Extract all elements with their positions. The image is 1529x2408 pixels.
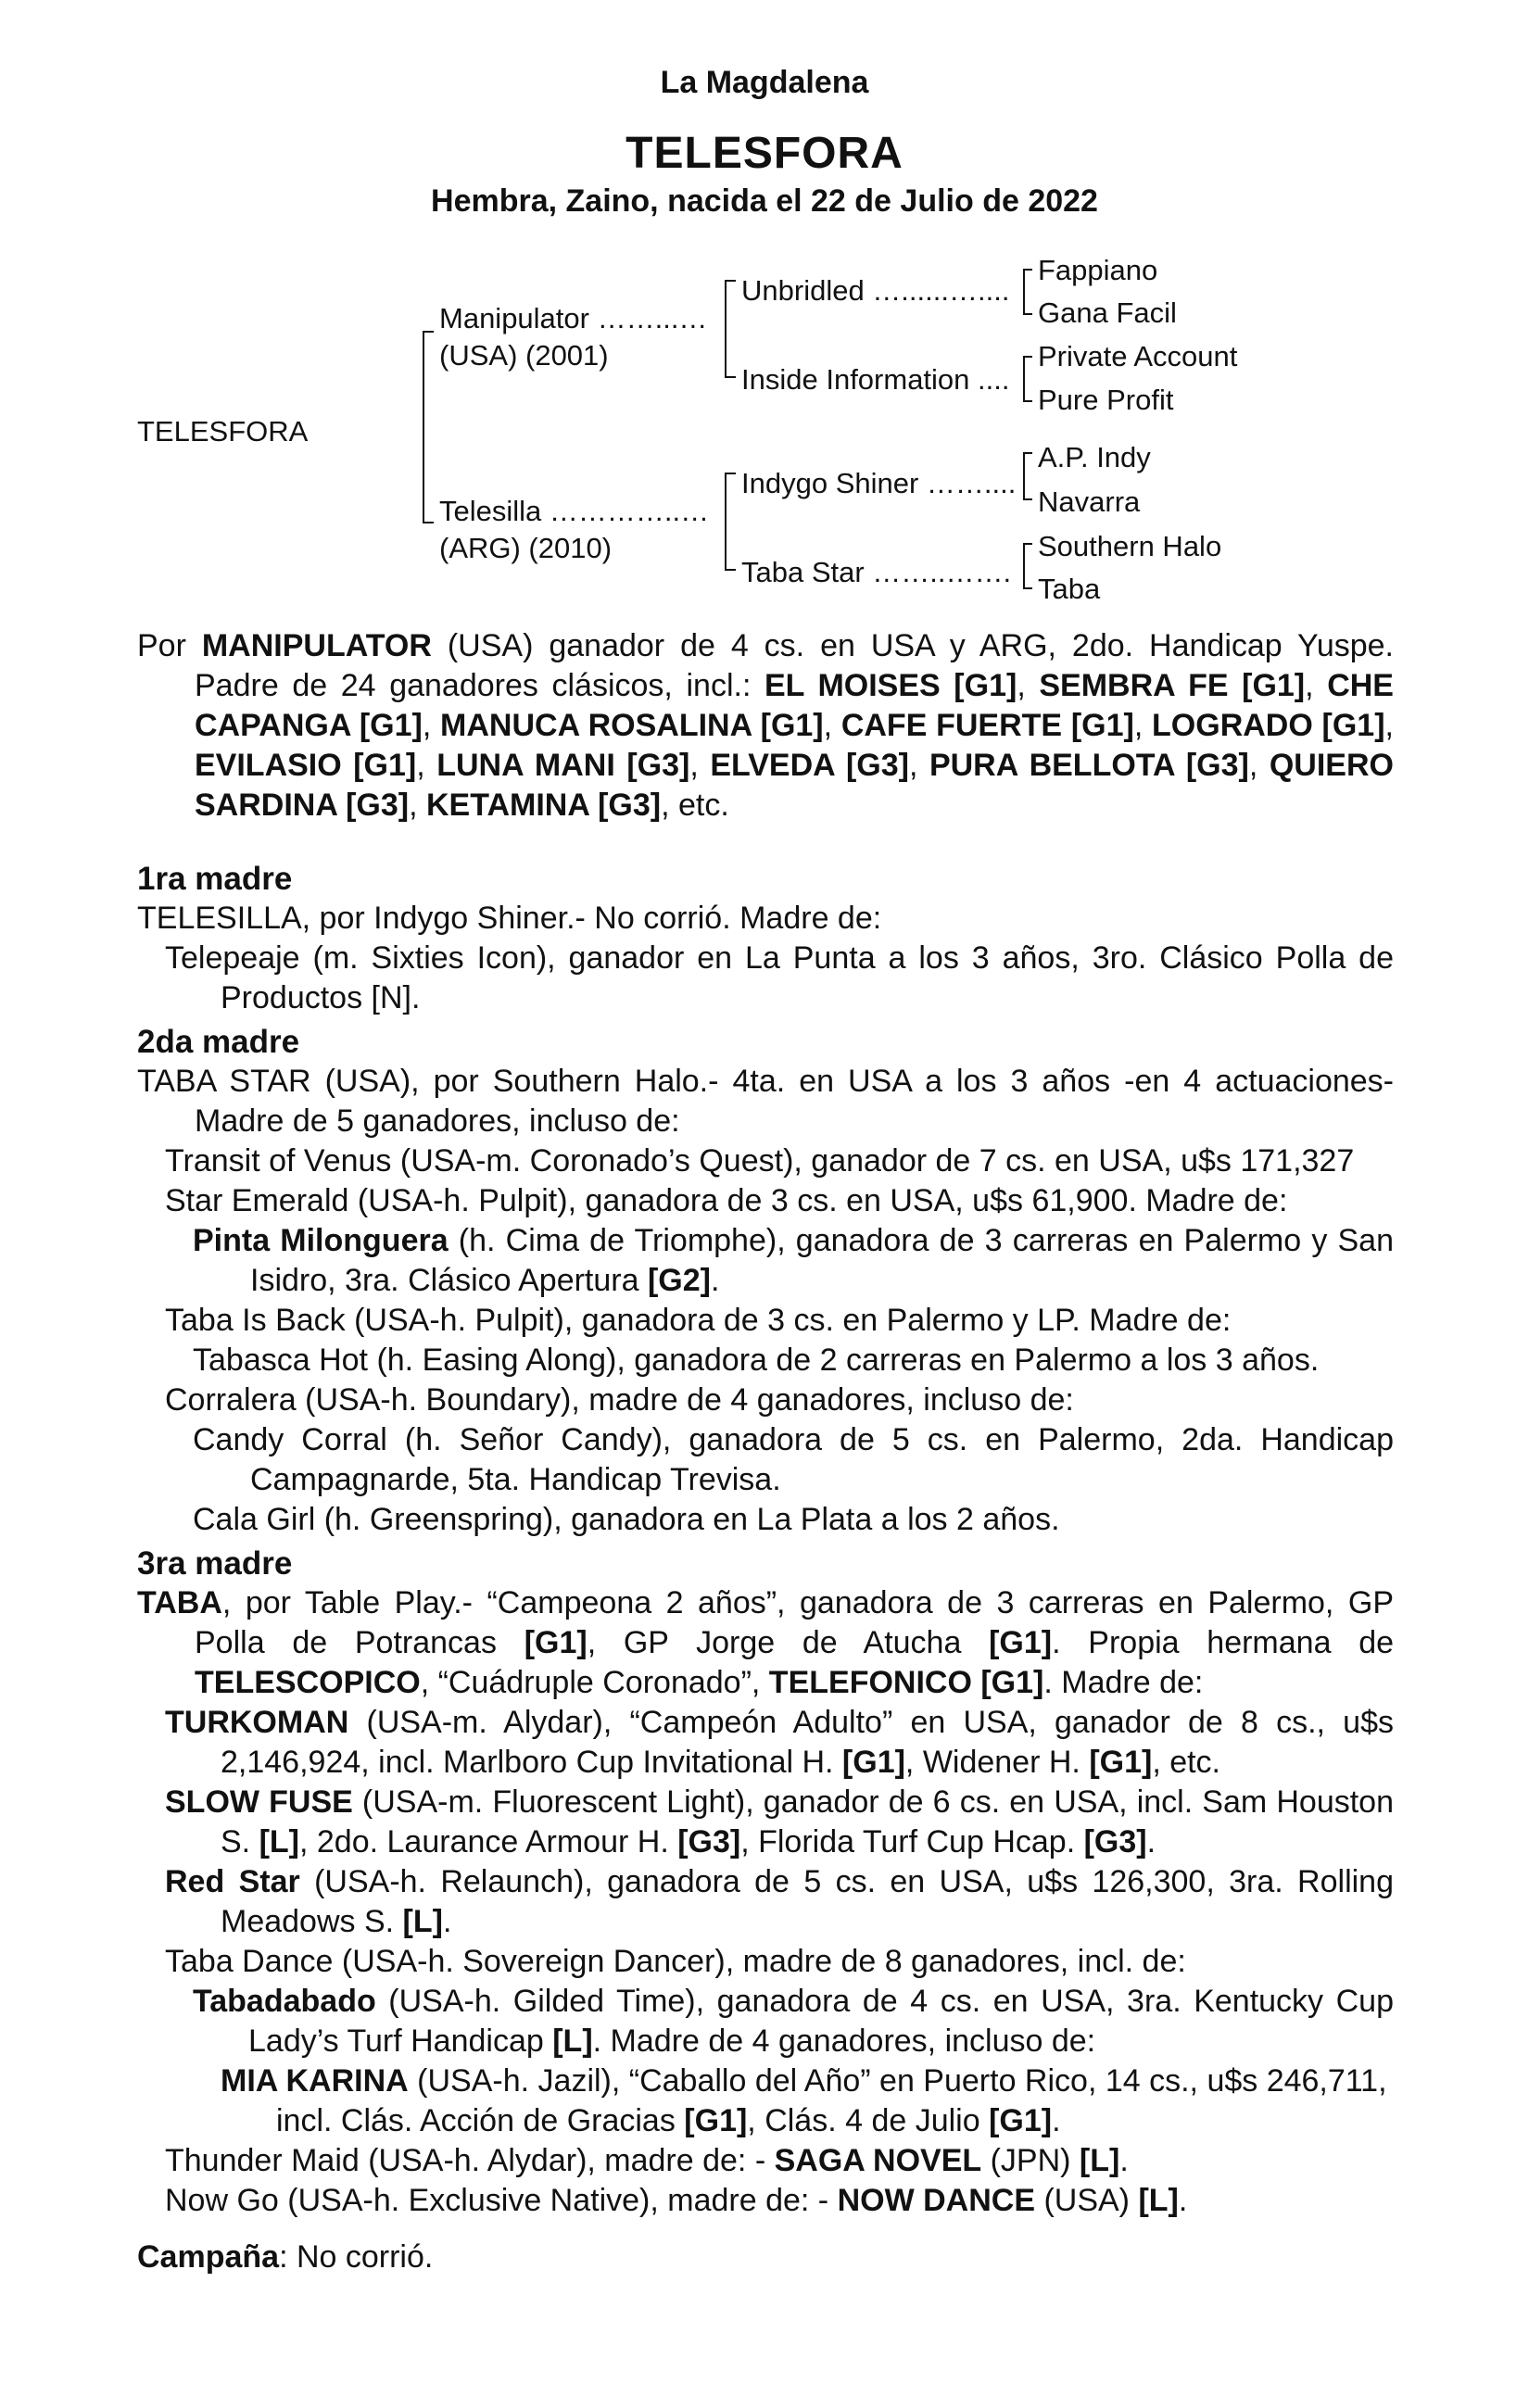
text: Thunder Maid (USA-h. Alydar), madre de: - (165, 2143, 775, 2178)
highlight: NOW DANCE (837, 2183, 1035, 2218)
pedigree-gen2: Unbridled …......….... (741, 274, 1010, 307)
m2-intro: TABA STAR (USA), por Southern Halo.- 4ta. en USA a los 3 años -en 4 actuaciones- Madre de 5 ganadores, incluso de: (137, 1064, 1394, 1139)
bracket-line (1023, 356, 1032, 358)
pedigree-gen2: Taba Star ……..……. (741, 556, 1012, 588)
m2-line: Corralera (USA-h. Boundary), madre de 4 ganadores, incluso de: (165, 1382, 1074, 1418)
winner-name: MANUCA ROSALINA [G1] (440, 708, 824, 743)
m3-line (137, 2061, 1394, 2141)
text: (USA-h. Relaunch), ganadora de 5 cs. en USA, u$s 126,300, 3ra. Rolling Meadows S. (221, 1864, 1394, 1939)
text: . (1119, 2143, 1129, 2178)
bracket-line (725, 473, 727, 571)
grade: [G1] (989, 1625, 1053, 1660)
m2-line: Cala Girl (h. Greenspring), ganadora en La Plata a los 2 años. (193, 1502, 1060, 1537)
winner-name: KETAMINA [G3] (425, 788, 662, 823)
separator: , (908, 748, 929, 783)
text: (USA) (1035, 2183, 1139, 2218)
separator: , (422, 708, 441, 743)
m3-line: Taba Dance (USA-h. Sovereign Dancer), madre de 8 ganadores, incl. de: (165, 1944, 1186, 1979)
highlight: TABA (137, 1585, 222, 1620)
sire-highlight: MANIPULATOR (201, 628, 432, 663)
text: (USA-h. Gilded Time), ganadora de 4 cs. en USA, 3ra. Kentucky Cup Lady’s Turf Handicap (248, 1984, 1394, 2059)
dam-origin: (ARG) (2010) (439, 532, 613, 564)
bracket-line (1023, 269, 1025, 315)
bracket-line (1023, 356, 1025, 402)
sire-paragraph (137, 626, 1394, 826)
m3-line (137, 2141, 1394, 2181)
bracket-line (1023, 543, 1032, 545)
text: (h. Cima de Triomphe), ganadora de 3 carreras en Palermo y San Isidro, 3ra. Clásico Apertura (250, 1223, 1394, 1298)
pedigree-gen3: Fappiano (1038, 254, 1158, 286)
text: . (1178, 2183, 1188, 2218)
bracket-line (1023, 543, 1025, 589)
text: . (1052, 2103, 1061, 2138)
text: (USA-m. Alydar), “Campeón Adulto” en USA, ganador de 8 cs., u$s 2,146,924, incl. Marlboro Cup Invitational H. (221, 1705, 1394, 1780)
grade: [G1] (989, 2103, 1053, 2138)
dam-name: Telesilla …………..… (439, 495, 710, 527)
bracket-line (1023, 313, 1032, 315)
grade: [G1] (684, 2103, 748, 2138)
catalogue-body (137, 626, 1394, 2277)
winner-name: LUNA MANI [G3] (436, 748, 690, 783)
highlight: SAGA NOVEL (774, 2143, 982, 2178)
pedigree-gen3: Taba (1038, 573, 1101, 605)
text: , etc. (661, 788, 729, 823)
pedigree-gen3: Private Account (1038, 340, 1238, 372)
text: . (442, 1904, 452, 1939)
highlight: SLOW FUSE (165, 1784, 353, 1820)
farm-name: La Magdalena (660, 65, 869, 100)
text: . Madre de: (1043, 1665, 1204, 1700)
bracket-line (423, 331, 424, 523)
m2-line: Tabasca Hot (h. Easing Along), ganadora de 2 carreras en Palermo a los 3 años. (193, 1343, 1320, 1378)
pedigree-gen3: Gana Facil (1038, 296, 1177, 329)
grade: [L] (259, 1824, 299, 1860)
m2-line (137, 1221, 1394, 1301)
pedigree-gen2: Indygo Shiner …….... (741, 467, 1017, 499)
campana-text: No corrió. (287, 2239, 434, 2275)
m2-line: Taba Is Back (USA-h. Pulpit), ganadora de 3 cs. en Palermo y LP. Madre de: (165, 1303, 1232, 1338)
bracket-line (1023, 269, 1032, 271)
text: Por (137, 628, 202, 663)
highlight: MIA KARINA (221, 2063, 409, 2099)
bracket-line (725, 569, 736, 571)
winner-name: QUIERO SARDINA [G3] (195, 748, 1394, 823)
text: Now Go (USA-h. Exclusive Native), madre de: - (165, 2183, 838, 2218)
m1-line (137, 939, 1394, 1018)
pedigree-gen3: Southern Halo (1038, 530, 1222, 562)
section-title-1ra-madre: 1ra madre (137, 861, 293, 897)
separator: , (1017, 668, 1040, 703)
pedigree-gen3: Navarra (1038, 485, 1141, 518)
sire-origin: (USA) (2001) (439, 339, 609, 372)
m2-line: Candy Corral (h. Señor Candy), ganadora de 5 cs. en Palermo, 2da. Handicap Campagnarde, 5ta. Handicap Trevisa. (193, 1422, 1394, 1497)
pedigree-gen3: A.P. Indy (1038, 441, 1151, 473)
section-title-3ra-madre: 3ra madre (137, 1545, 293, 1582)
text: Telepeaje (m. Sixties Icon), ganador en La Punta a los 3 años, 3ro. Clásico Polla de Productos [N]. (165, 940, 1394, 1015)
winner-name: EL MOISES [G1] (764, 668, 1017, 703)
bracket-line (423, 331, 434, 333)
text: : (279, 2239, 288, 2275)
m3-line (137, 1982, 1394, 2061)
grade: [G2] (647, 1263, 711, 1298)
separator: , (689, 748, 711, 783)
winner-name: ELVEDA [G3] (710, 748, 909, 783)
separator: , (823, 708, 841, 743)
winner-name: CAFE FUERTE [G1] (840, 708, 1134, 743)
text: (JPN) (981, 2143, 1080, 2178)
highlight: Red Star (165, 1864, 300, 1899)
text: , Clás. 4 de Julio (747, 2103, 990, 2138)
bracket-line (1023, 587, 1032, 589)
text: . (710, 1263, 720, 1298)
bracket-line (1023, 498, 1032, 500)
text: . Madre de 4 ganadores, incluso de: (592, 2023, 1096, 2059)
grade: [L] (1079, 2143, 1120, 2178)
text: , GP Jorge de Atucha (587, 1625, 990, 1660)
m3-line (137, 1862, 1394, 1942)
text: (USA-m. Fluorescent Light), ganador de 6 cs. en USA, incl. Sam Houston S. (221, 1784, 1394, 1860)
bracket-line (1023, 400, 1032, 402)
text: , por Table Play.- “Campeona 2 años”, ganadora de 3 carreras en Palermo, GP Polla de Potrancas (195, 1585, 1394, 1660)
m3-line (137, 1703, 1394, 1783)
highlight: TELESCOPICO (195, 1665, 421, 1700)
winner-name: PURA BELLOTA [G3] (929, 748, 1249, 783)
winner-name: CHE CAPANGA [G1] (195, 668, 1394, 743)
text: , Florida Turf Cup Hcap. (740, 1824, 1084, 1860)
text: . Propia hermana de (1052, 1625, 1395, 1660)
bracket-line (725, 473, 736, 474)
highlight: Tabadabado (193, 1984, 376, 2019)
grade: [G3] (1083, 1824, 1147, 1860)
bracket-line (423, 522, 434, 523)
m2-line: Star Emerald (USA-h. Pulpit), ganadora de 3 cs. en USA, u$s 61,900. Madre de: (165, 1183, 1288, 1218)
m3-intro (137, 1583, 1394, 1703)
text: , “Cuádruple Coronado”, (420, 1665, 769, 1700)
section-title-2da-madre: 2da madre (137, 1024, 300, 1060)
separator: , (416, 748, 437, 783)
grade: [L] (552, 2023, 593, 2059)
sire-name: Manipulator ……...… (439, 302, 708, 334)
bracket-line (1023, 452, 1032, 454)
highlight: TURKOMAN (165, 1705, 349, 1740)
text: (USA) ganador de 4 cs. en USA y ARG, 2do. Handicap Yuspe. Padre de 24 ganadores clásicos, incl.: (195, 628, 1394, 703)
highlight: Pinta Milonguera (193, 1223, 449, 1258)
pedigree-subject: TELESFORA (137, 415, 309, 448)
separator: , (1248, 748, 1270, 783)
horse-subtitle: Hembra, Zaino, nacida el 22 de Julio de 2022 (431, 183, 1098, 219)
text: , etc. (1152, 1745, 1221, 1780)
grade: [L] (402, 1904, 443, 1939)
winner-name: SEMBRA FE [G1] (1039, 668, 1306, 703)
highlight: TELEFONICO [G1] (768, 1665, 1044, 1700)
pedigree-gen3: Pure Profit (1038, 384, 1174, 416)
text: (USA-h. Jazil), “Caballo del Año” en Puerto Rico, 14 cs., u$s 246,711, incl. Clás. Acción de Gracias (276, 2063, 1387, 2138)
bracket-line (725, 280, 736, 282)
horse-name: TELESFORA (626, 129, 904, 178)
campana-line (137, 2238, 1394, 2277)
campana-label: Campaña (137, 2239, 280, 2275)
grade: [G1] (1089, 1745, 1153, 1780)
m3-line (137, 1783, 1394, 1862)
bracket-line (725, 280, 727, 378)
m1-intro: TELESILLA, por Indygo Shiner.- No corrió. Madre de: (137, 901, 882, 936)
text: , Widener H. (904, 1745, 1090, 1780)
text: . (1146, 1824, 1156, 1860)
separator: , (1305, 668, 1328, 703)
text: , 2do. Laurance Armour H. (299, 1824, 678, 1860)
separator: , (1384, 708, 1394, 743)
bracket-line (725, 376, 736, 378)
grade: [L] (1138, 2183, 1179, 2218)
grade: [G1] (524, 1625, 588, 1660)
grade: [G3] (677, 1824, 741, 1860)
winner-name: EVILASIO [G1] (195, 748, 417, 783)
winner-name: LOGRADO [G1] (1152, 708, 1385, 743)
m2-line: Transit of Venus (USA-m. Coronado’s Quest), ganador de 7 cs. en USA, u$s 171,327 (165, 1143, 1355, 1179)
separator: , (409, 788, 426, 823)
grade: [G1] (841, 1745, 905, 1780)
pedigree-gen2: Inside Information .... (741, 363, 1010, 396)
separator: , (1133, 708, 1153, 743)
bracket-line (1023, 452, 1025, 500)
m3-line (137, 2181, 1394, 2221)
